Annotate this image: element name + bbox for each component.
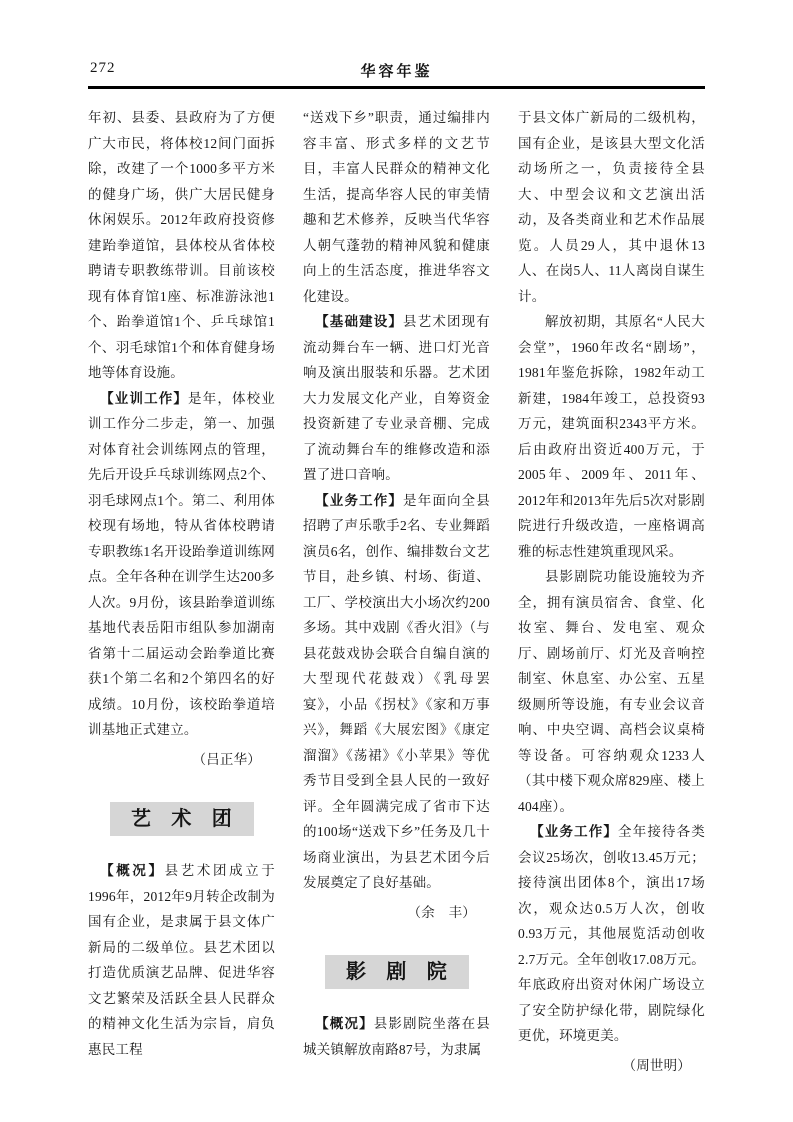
text-column-1 bbox=[88, 105, 275, 1078]
entry-label: 【概况】 bbox=[100, 863, 165, 878]
paragraph: 解放初期，其原名“人民大会堂”，1960年改名“剧场”，1981年鉴危拆除，1982年动工新建，1984年竣工，总投资93万元，建筑面积2343平方米。后由政府出资近400万元，于2005年、2009年、2011年、2012年和2013年先后5次对影剧院进行升级改造，一座格调高雅的标志性建筑重现风采。 bbox=[518, 314, 705, 559]
entry-paragraph: 【业务工作】全年接待各类会议25场次，创收13.45万元；接待演出团体8个，演出17场次，观众达0.5万人次，创收0.93万元，其他展览活动创收2.7万元。全年创收17.08万元。年底政府出资对休闲广场设立了安全防护绿化带，剧院绿化更优，环境更美。 bbox=[518, 824, 705, 1043]
entry-label: 【概况】 bbox=[315, 1016, 374, 1031]
text-column-2 bbox=[303, 105, 490, 1078]
entry-paragraph: 【业务工作】是年面向全县招聘了声乐歌手2名、专业舞蹈演员6名，创作、编排数台文艺节目，赴乡镇、村场、街道、工厂、学校演出大小场次约200多场。其中戏剧《香火泪》（与县花鼓戏协会联合自编自演的大型现代花鼓戏）《乳母罢宴》，小品《拐杖》《家和万事兴》，舞蹈《大展宏图》《康定溜溜》《荡裙》《小苹果》等优秀节目受到全县人民的一致好评。全年圆满完成了省市下达的100场“送戏下乡”任务及几十场商业演出，为县艺术团今后发展奠定了良好基础。 bbox=[303, 492, 490, 890]
entry-label: 【业训工作】 bbox=[100, 390, 189, 406]
book-title: 华容年鉴 bbox=[360, 64, 433, 80]
columns bbox=[88, 105, 705, 1078]
entry-paragraph: 【概况】县影剧院坐落在县城关镇解放南路87号，为隶属 bbox=[303, 1016, 490, 1057]
entry-paragraph: 【基础建设】县艺术团现有流动舞台车一辆、进口灯光音响及演出服装和乐器。艺术团大力发展文化产业，自筹资金投资新建了专业录音棚、完成了流动舞台车的维修改造和添置了进口音响。 bbox=[303, 314, 490, 482]
attribution: （周世明） bbox=[622, 1057, 691, 1073]
attribution: （余 丰） bbox=[407, 904, 476, 920]
paragraph: 年初、县委、县政府为了方便广大市民，将体校12间门面拆除，改建了一个1000多平方米的健身广场，供广大居民健身休闲娱乐。2012年政府投资修建跆拳道馆，县体校从省体校聘请专职教练带训。目前该校现有体育馆1座、标准游泳池1个、跆拳道馆1个、乒乓球馆1个、羽毛球馆1个和体育健身场地等体育设施。 bbox=[88, 110, 275, 380]
entry-label: 【业务工作】 bbox=[530, 824, 619, 839]
entry-paragraph: 【业训工作】是年，体校业训工作分二步走，第一、加强对体育社会训练网点的管理，先后开设乒乓球训练网点2个、羽毛球网点1个。第二、利用体校现有场地，特从省体校聘请专职教练1名开设跆拳道训练网点。全年各种在训学生达200多人次。9月份，该县跆拳道训练基地代表岳阳市组队参加湖南省第十二届运动会跆拳道比赛获1个第二名和2个第四名的好成绩。10月份，该校跆拳道培训基地正式建立。 bbox=[88, 390, 275, 737]
entry-label: 【业务工作】 bbox=[315, 492, 404, 508]
section-heading-text: 影 剧 院 bbox=[325, 955, 469, 989]
paragraph: “送戏下乡”职责，通过编排内容丰富、形式多样的文艺节目，丰富人民群众的精神文化生活，提高华容人民的审美情趣和艺术修养，反映当代华容人朝气蓬勃的精神风貌和健康向上的生活态度，推进华容文化建设。 bbox=[303, 110, 490, 304]
text-column-3 bbox=[518, 105, 705, 1078]
entry-paragraph: 【概况】县艺术团成立于1996年，2012年9月转企改制为国有企业，是隶属于县文体广新局的二级单位。县艺术团以打造优质演艺品牌、促进华容文艺繁荣及活跃全县人民群众的精神文化生活为宗旨，肩负惠民工程 bbox=[88, 863, 275, 1057]
header-rule bbox=[88, 86, 705, 89]
section-heading-text: 艺 术 团 bbox=[110, 802, 254, 836]
section-heading bbox=[303, 955, 490, 989]
attribution: （吕正华） bbox=[192, 751, 261, 767]
paragraph: 于县文体广新局的二级机构，国有企业，是该县大型文化活动场所之一，负责接待全县大、中型会议和文艺演出活动，及各类商业和艺术作品展览。人员29人，其中退休13人、在岗5人、11人离岗自谋生计。 bbox=[518, 110, 705, 304]
section-heading bbox=[88, 802, 275, 836]
page-header bbox=[88, 60, 705, 84]
entry-label: 【基础建设】 bbox=[315, 314, 404, 329]
page-number: 272 bbox=[90, 60, 116, 76]
paragraph: 县影剧院功能设施较为齐全，拥有演员宿舍、食堂、化妆室、舞台、发电室、观众厅、剧场前厅、灯光及音响控制室、休息室、办公室、五星级厕所等设施，有专业会议音响、中央空调、高档会议桌椅等设备。可容纳观众1233人（其中楼下观众席829座、楼上404座）。 bbox=[518, 569, 705, 814]
